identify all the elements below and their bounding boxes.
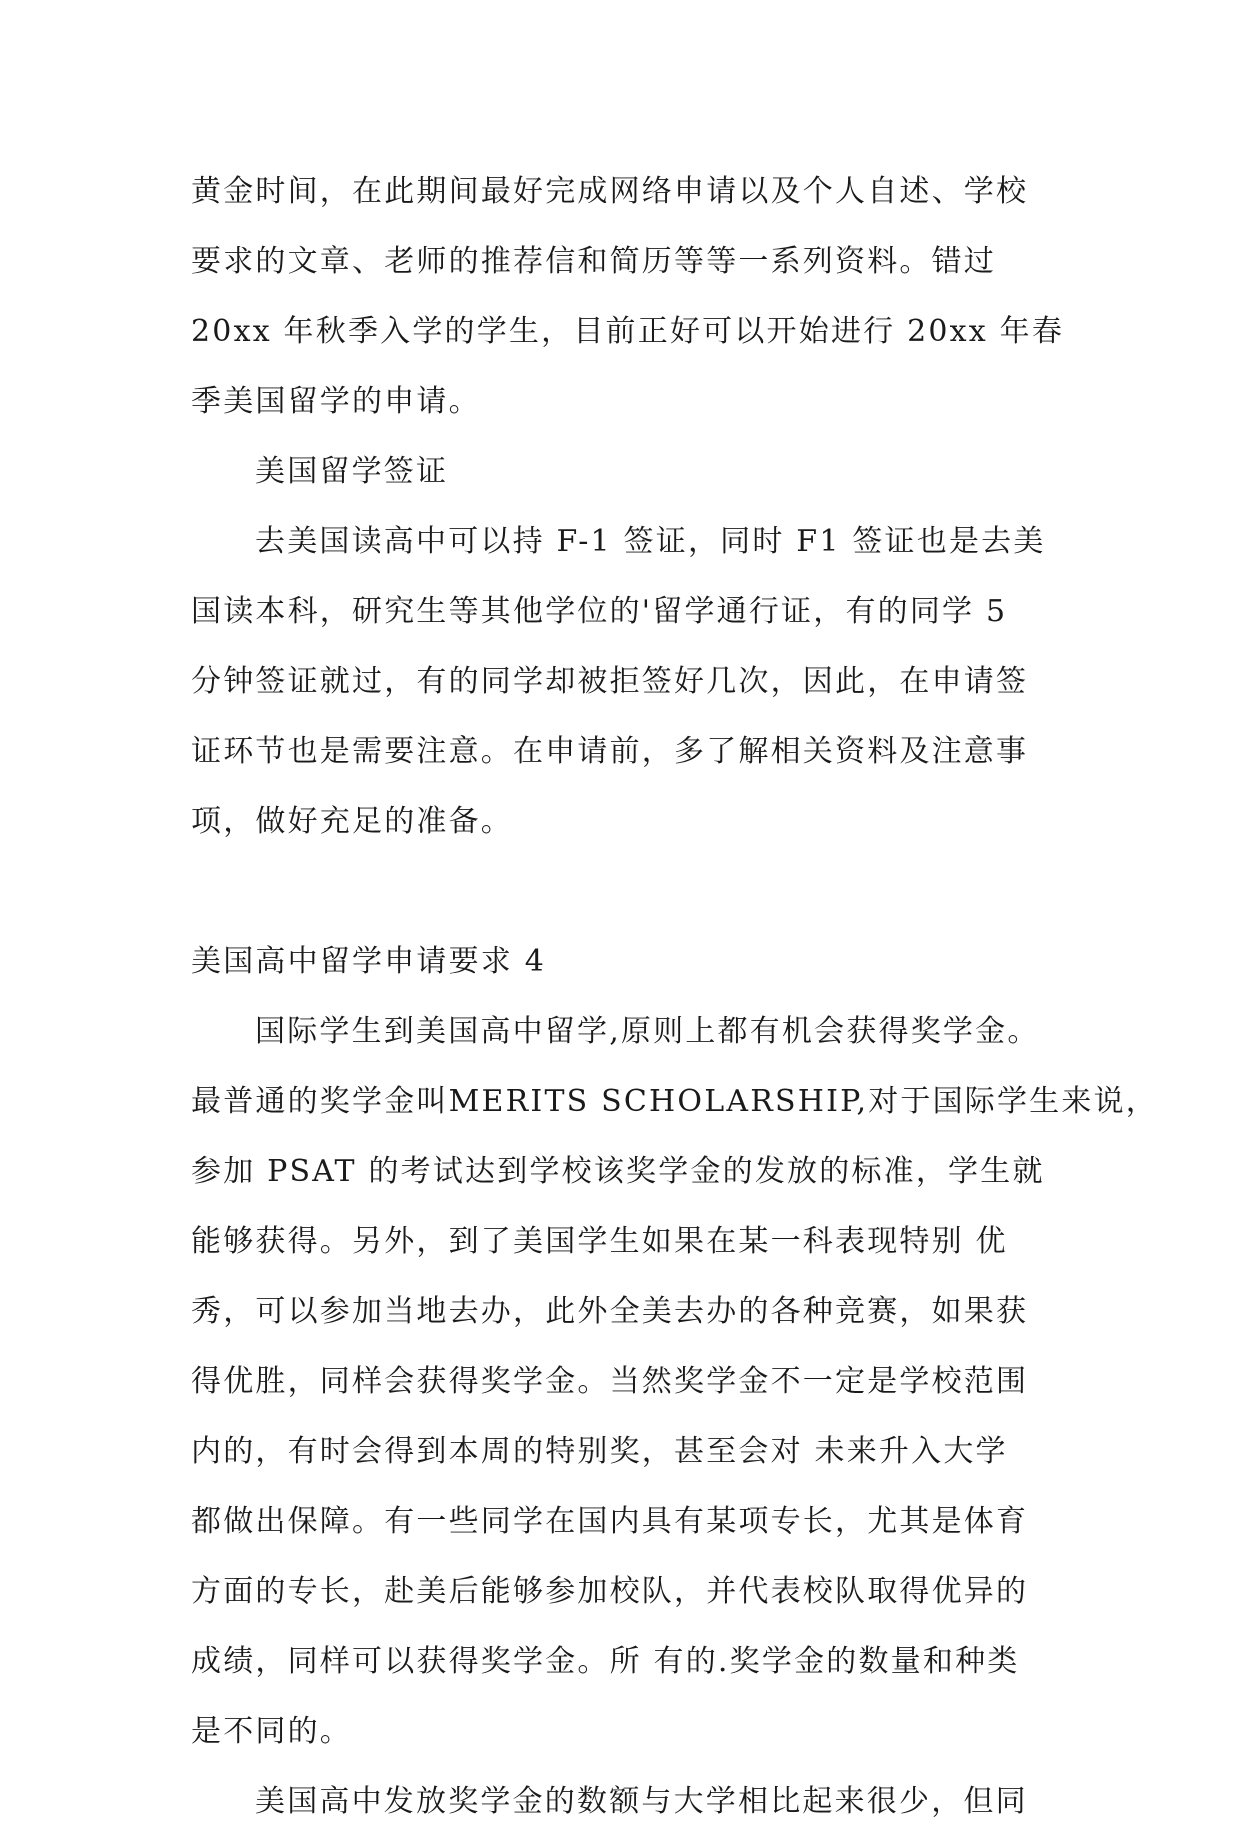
visa-paragraph	[191, 507, 1053, 857]
text-line: 去美国读高中可以持 F-1 签证，同时 F1 签证也是去美	[255, 524, 1046, 559]
text-line: 国际学生到美国高中留学,原则上都有机会获得奖学金。	[255, 1014, 1040, 1049]
last-paragraph	[191, 1767, 1053, 1837]
text-line: 黄金时间，在此期间最好完成网络申请以及个人自述、学校	[191, 174, 1029, 209]
text-line: 最普通的奖学金叫MERITS SCHOLARSHIP,对于国际学生来说，	[191, 1084, 1158, 1119]
text-line: 方面的专长，赴美后能够参加校队，并代表校队取得优异的	[191, 1574, 1029, 1609]
text-line: 美国高中发放奖学金的数额与大学相比起来很少，但同	[255, 1784, 1028, 1819]
text-line: 国读本科，研究生等其他学位的'留学通行证，有的同学 5	[191, 594, 1008, 629]
text-line: 季美国留学的申请。	[191, 384, 481, 419]
intro-paragraph	[191, 157, 1065, 437]
section-title: 美国高中留学申请要求 4	[191, 944, 547, 979]
text-line: 分钟签证就过，有的同学却被拒签好几次，因此，在申请签	[191, 664, 1029, 699]
text-line: 要求的文章、老师的推荐信和简历等等一系列资料。错过	[191, 244, 996, 279]
scholarship-paragraph	[191, 997, 1158, 1767]
text-line: 成绩，同样可以获得奖学金。所 有的.奖学金的数量和种类	[191, 1644, 1020, 1679]
text-line: 能够获得。另外，到了美国学生如果在某一科表现特别 优	[191, 1224, 1008, 1259]
text-line: 都做出保障。有一些同学在国内具有某项专长，尤其是体育	[191, 1504, 1029, 1539]
visa-heading: 美国留学签证	[255, 454, 449, 489]
text-line: 是不同的。	[191, 1714, 352, 1749]
text-line: 证环节也是需要注意。在申请前，多了解相关资料及注意事	[191, 734, 1029, 769]
document-body	[191, 157, 1158, 1837]
text-line: 得优胜，同样会获得奖学金。当然奖学金不一定是学校范围	[191, 1364, 1029, 1399]
text-line: 参加 PSAT 的考试达到学校该奖学金的发放的标准，学生就	[191, 1154, 1045, 1189]
paragraph-spacer	[191, 857, 1053, 927]
text-line: 秀，可以参加当地去办，此外全美去办的各种竞赛，如果获	[191, 1294, 1029, 1329]
text-line: 20xx 年秋季入学的学生，目前正好可以开始进行 20xx 年春	[191, 314, 1065, 349]
text-line: 项，做好充足的准备。	[191, 804, 513, 839]
text-line: 内的，有时会得到本周的特别奖，甚至会对 未来升入大学	[191, 1434, 1008, 1469]
